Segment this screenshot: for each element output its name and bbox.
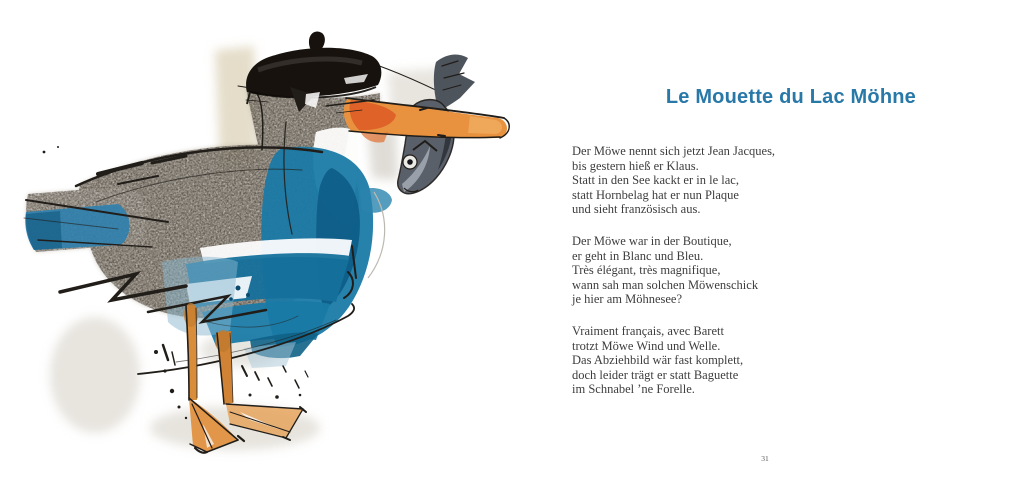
poem-stanza-2	[572, 234, 902, 307]
poem-line: bis gestern hieß er Klaus.	[572, 158, 699, 173]
poem-line: statt Hornbelag hat er nun Plaque	[572, 187, 739, 202]
poem-line: im Schnabel ’ne Forelle.	[572, 382, 695, 397]
poem-stanza-3	[572, 324, 902, 397]
poem-line: er geht in Blanc und Bleu.	[572, 248, 704, 263]
page-title: Le Mouette du Lac Möhne	[665, 86, 916, 108]
poem-line: Der Möwe war in der Boutique,	[572, 233, 732, 248]
poem-line: trotzt Möwe Wind und Welle.	[572, 338, 721, 353]
poem-stanza-1	[572, 144, 902, 217]
poem-line: Das Abziehbild wär fast komplett,	[572, 353, 744, 368]
poem-line: wann sah man solchen Möwenschick	[572, 277, 759, 292]
poem	[572, 144, 902, 414]
poem-line: Vraiment français, avec Barett	[572, 323, 724, 338]
poem-line: je hier am Möhnesee?	[572, 292, 683, 307]
poem-line: Très élégant, très magnifique,	[572, 263, 721, 278]
page-number: 31	[761, 454, 769, 463]
poem-line: Statt in den See kackt er in le lac,	[572, 173, 739, 188]
poem-line: und sieht französisch aus.	[572, 202, 701, 217]
poem-line: Der Möwe nennt sich jetzt Jean Jacques,	[572, 144, 776, 158]
poem-line: doch leider trägt er statt Baguette	[572, 367, 739, 382]
